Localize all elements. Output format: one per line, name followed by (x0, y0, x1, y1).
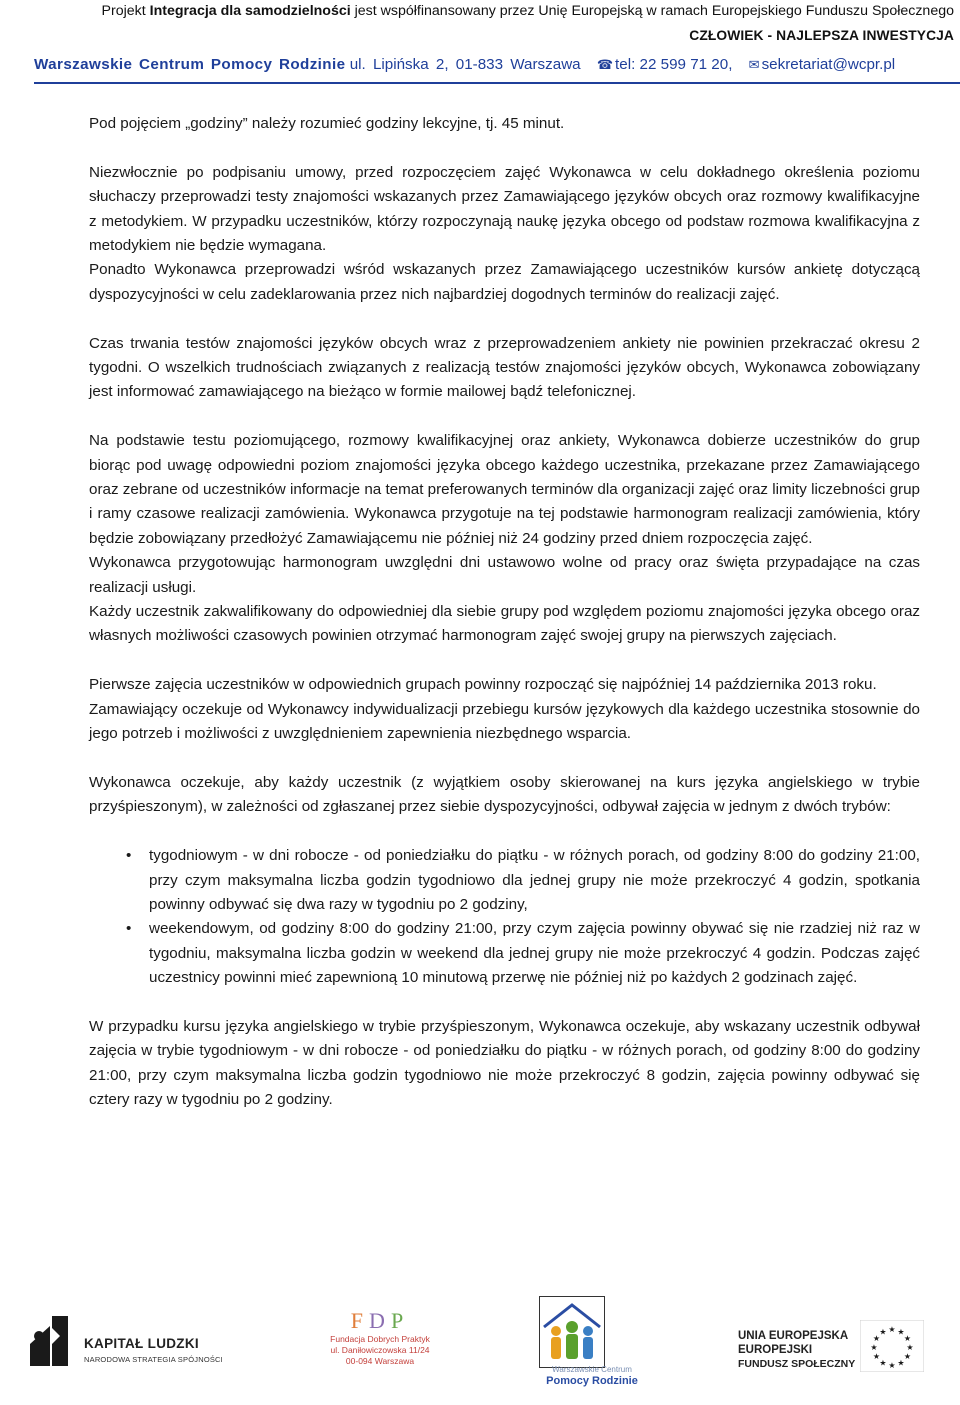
org-contact-line (34, 53, 956, 77)
kapital-ludzki-mark-icon (28, 1314, 70, 1368)
paragraph-individualization: Zamawiający oczekuje od Wykonawcy indywidualizacji przebiegu kursów językowych dla każdego uczestnika stosownie do jego potrzeb i możliwości z uwzględnieniem zapewnienia niezbędnego wsparcia. (89, 700, 920, 743)
svg-text:★: ★ (903, 1334, 912, 1343)
paragraph-schedule: Każdy uczestnik zakwalifikowany do odpowiedniej dla siebie grupy pod względem poziomu znajomości języka obcego oraz własnych możliwości czasowych powinien otrzymać harmonogram zajęć swojej grupy na pierwszych zajęciach. (89, 603, 920, 645)
svg-text:★: ★ (897, 1358, 905, 1368)
svg-text:★: ★ (903, 1352, 912, 1361)
fdp-street: ul. Daniłowiczowska 11/24 (330, 1345, 430, 1355)
paragraph-tests: Niezwłocznie po podpisaniu umowy, przed rozpoczęciem zajęć Wykonawca w celu dokładnego określenia poziomu słuchaczy przeprowadzi testy znajomości wskazanych przez Zamawiającego języków obcych oraz rozmowy kwalifikacyjne z metodykiem. W przypadku uczestników, którzy rozpoczynają naukę języka obcego od podstaw rozmowa kwalifikacyjna z metodykiem nie będzie wymagana. (89, 163, 920, 255)
svg-text:★: ★ (888, 1361, 896, 1370)
header-divider (34, 82, 960, 84)
svg-text:★: ★ (872, 1334, 881, 1343)
paragraph-hours-definition: Pod pojęciem „godziny” należy rozumieć godziny lekcyjne, tj. 45 minut. (89, 115, 565, 132)
paragraph-modes: Wykonawca oczekuje, aby każdy uczestnik (z wyjątkiem osoby skierowanej na kurs języka angielskiego w trybie przyśpieszonym), w zależności od zgłaszanej przez siebie dyspozycyjności, odbywał zajęcia w jednym z dwóch trybów: (89, 773, 920, 816)
fdp-letters (320, 1308, 440, 1334)
org-name: Warszawskie Centrum Pomocy Rodzinie (34, 56, 346, 73)
phone-icon: ☎ (596, 57, 614, 72)
wcpr-caption-bottom: Pomocy Rodzinie (546, 1375, 638, 1387)
list-item-text: weekendowym, od godziny 8:00 do godziny 21:00, przy czym zajęcia powinny obywać się nie rzadziej niż raz w tygodniu, maksymalna liczba godzin w weekend dla jednej grupy nie może przekroczyć 4 godzin. Podczas zajęć uczestnicy powinni mieć zapewnioną 10 minutową przerwę nie później niż po każdych 2 godzinach zajęć. (149, 920, 920, 987)
svg-text:★: ★ (879, 1358, 887, 1368)
svg-text:★: ★ (870, 1343, 878, 1352)
eu-logo (732, 1316, 932, 1376)
kl-title: KAPITAŁ LUDZKI (84, 1336, 199, 1351)
slogan: CZŁOWIEK - NAJLEPSZA INWESTYCJA (689, 28, 954, 43)
modes-list (89, 844, 920, 990)
wcpr-caption-top: Warszawskie Centrum (552, 1365, 632, 1374)
ue-line1: UNIA EUROPEJSKA (738, 1330, 849, 1342)
family-house-icon (540, 1297, 604, 1367)
ue-line3: FUNDUSZ SPOŁECZNY (738, 1358, 856, 1370)
paragraph-groups: Na podstawie testu poziomującego, rozmowy kwalifikacyjnej oraz ankiety, Wykonawca dobierze uczestników do grup biorąc pod uwagę odpowiedni poziom znajomości języka obcego każdego uczestnika, przekazane przez Zamawiającego oraz zebrane od uczestników informacje na temat preferowanych terminów dla organizacji zajęć oraz limity liczebności grup i ramy czasowe realizacji zamówienia. Wykonawca przygotuje na tej podstawie harmonogram realizacji zamówienia, który będzie zobowiązany przedłożyć Zamawiającemu nie później niż 24 godziny przed dniem rozpoczęcia zajęć. (89, 432, 920, 547)
fdp-city: 00-094 Warszawa (345, 1356, 415, 1366)
fdp-letter-f: F (350, 1308, 370, 1333)
svg-text:★: ★ (897, 1327, 905, 1337)
svg-text:★: ★ (872, 1352, 881, 1361)
fdp-letter-d: D (369, 1308, 391, 1333)
paragraph-holidays: Wykonawca przygotowując harmonogram uwzględni dni ustawowo wolne od pracy oraz święta przypadające na czas realizacji usługi. (89, 554, 920, 596)
svg-text:★: ★ (906, 1343, 914, 1352)
bullet-icon: • (126, 920, 132, 938)
paragraph-survey: Ponadto Wykonawca przeprowadzi wśród wskazanych przez Zamawiającego uczestników kursów ankietę dotyczącą dyspozycyjności w celu zadeklarowania przez nich najbardziej dogodnych terminów do realizacji zajęć. (89, 261, 920, 303)
list-item-text: tygodniowym - w dni robocze - od poniedziałku do piątku - w różnych porach, od godziny 8:00 do godziny 21:00, przy czym maksymalna liczba godzin tygodniowo dla jednej grupy nie może przekroczyć 4 godzin, spotkania powinny odbywać się dwa razy w tygodniu po 2 godziny, (149, 847, 920, 913)
document-body (89, 112, 920, 1113)
wcpr-logo (537, 1296, 647, 1392)
list-item (89, 917, 920, 990)
funding-prefix: Projekt (101, 3, 150, 19)
mail-icon: ✉ (748, 57, 760, 72)
ue-line2: EUROPEJSKI (738, 1344, 813, 1356)
paragraph-start-date: Pierwsze zajęcia uczestników w odpowiednich grupach powinny rozpocząć się najpóźniej 14 października 2013 roku. (89, 676, 877, 694)
fdp-name: Fundacja Dobrych Praktyk (330, 1334, 430, 1344)
kapital-ludzki-logo (28, 1314, 223, 1374)
paragraph-accelerated: W przypadku kursu języka angielskiego w trybie przyśpieszonym, Wykonawca oczekuje, aby wskazany uczestnik odbywał zajęcia w trybie tygodniowym - w dni robocze - od poniedziałku do piątku - w różnych porach, od godziny 8:00 do godziny 21:00, przy czym maksymalna liczba godzin tygodniowo nie może przekroczyć 8 godzin, zajęcia powinny odbywać się cztery razy w tygodniu po 2 godziny. (89, 1017, 920, 1109)
svg-text:★: ★ (888, 1325, 896, 1334)
paragraph-duration: Czas trwania testów znajomości języków obcych wraz z przeprowadzeniem ankiety nie powinien przekraczać okresu 2 tygodni. O wszelkich trudnościach związanych z realizacją testów znajomości języków obcych, Wykonawca zobowiązany jest informować zamawiającego na bieżąco w formie mailowej bądź telefonicznej. (89, 334, 920, 401)
bullet-icon: • (126, 847, 132, 865)
org-phone: tel: 22 599 71 20, (615, 56, 733, 73)
kl-subtitle: NARODOWA STRATEGIA SPÓJNOŚCI (84, 1355, 223, 1364)
list-item (89, 844, 920, 917)
fdp-logo (320, 1308, 440, 1367)
footer-logos (0, 1286, 960, 1405)
eu-flag-icon (860, 1320, 924, 1372)
project-name: Integracja dla samodzielności (149, 3, 351, 19)
funding-suffix: jest współfinansowany przez Unię Europejską w ramach Europejskiego Funduszu Społecznego (350, 3, 954, 19)
fdp-letter-p: P (390, 1308, 410, 1333)
org-address: ul. Lipińska 2, 01-833 Warszawa (349, 56, 581, 73)
funding-statement (0, 0, 960, 22)
wcpr-frame (539, 1296, 605, 1368)
org-email[interactable]: sekretariat@wcpr.pl (761, 56, 896, 73)
svg-text:★: ★ (879, 1327, 887, 1337)
